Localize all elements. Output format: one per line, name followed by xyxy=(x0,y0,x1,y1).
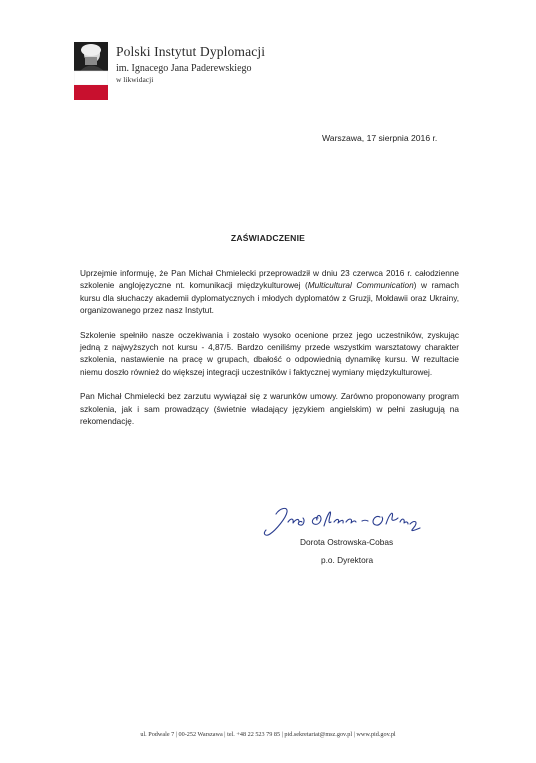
paragraph-1 xyxy=(80,268,459,317)
letter-date: Warszawa, 17 sierpnia 2016 r. xyxy=(322,133,438,143)
letterhead xyxy=(74,40,354,110)
paragraph-3: Pan Michał Chmielecki bez zarzutu wywiązał się z warunków umowy. Zarówno proponowany program szkolenia, jak i sam prowadzący (świetnie władający językiem angielskim) w pełni zasługują na rekomendację. xyxy=(80,392,459,426)
paderewski-portrait-logo xyxy=(74,42,108,100)
document-title: ZAŚWIADCZENIE xyxy=(230,233,306,243)
footer-contact: ul. Podwale 7 | 00-252 Warszawa | tel. +48 22 523 79 85 | pid.sekretariat@msz.gov.pl | www.pid.gov.pl xyxy=(140,731,396,738)
paragraph-1-italic: Multicultural Communication xyxy=(307,281,414,291)
organization-subtitle: im. Ignacego Jana Paderewskiego xyxy=(116,63,252,74)
signer-role: p.o. Dyrektora xyxy=(321,555,374,565)
organization-status: w likwidacji xyxy=(116,75,154,84)
paragraph-1-text-b: ) w ramach kursu dla słuchaczy akademii dyplomatycznych i młodych dyplomatów z Gruzji, Mołdawii oraz Ukrainy, organizowanego przez nasz Instytut. xyxy=(80,281,459,315)
signer-name: Dorota Ostrowska-Cobas xyxy=(300,537,394,547)
paragraph-2: Szkolenie spełniło nasze oczekiwania i zostało wysoko ocenione przez jego uczestników, zyskując jedną z najwyższych not kursu - 4,87/5. Bardzo ceniliśmy przede wszystkim warsztatowy charakter szkolenia, nastawienie na pracę w grupach, dbałość o odpowiednią dynamikę kursu. W rezultacie niemu doszło również do większej integracji uczestników i faktycznej wymiany międzykulturowej. xyxy=(80,330,459,377)
organization-name: Polski Instytut Dyplomacji xyxy=(116,44,266,59)
organization-name-block xyxy=(116,44,265,85)
paragraph-1-text-a: Uprzejmie informuję, że Pan Michał Chmielecki przeprowadził w dniu 23 czerwca 2016 r. całodzienne szkolenie anglojęzyczne nt. komunikacji międzykulturowej ( xyxy=(80,269,459,291)
letter-body xyxy=(80,268,459,428)
handwritten-signature xyxy=(258,500,438,540)
